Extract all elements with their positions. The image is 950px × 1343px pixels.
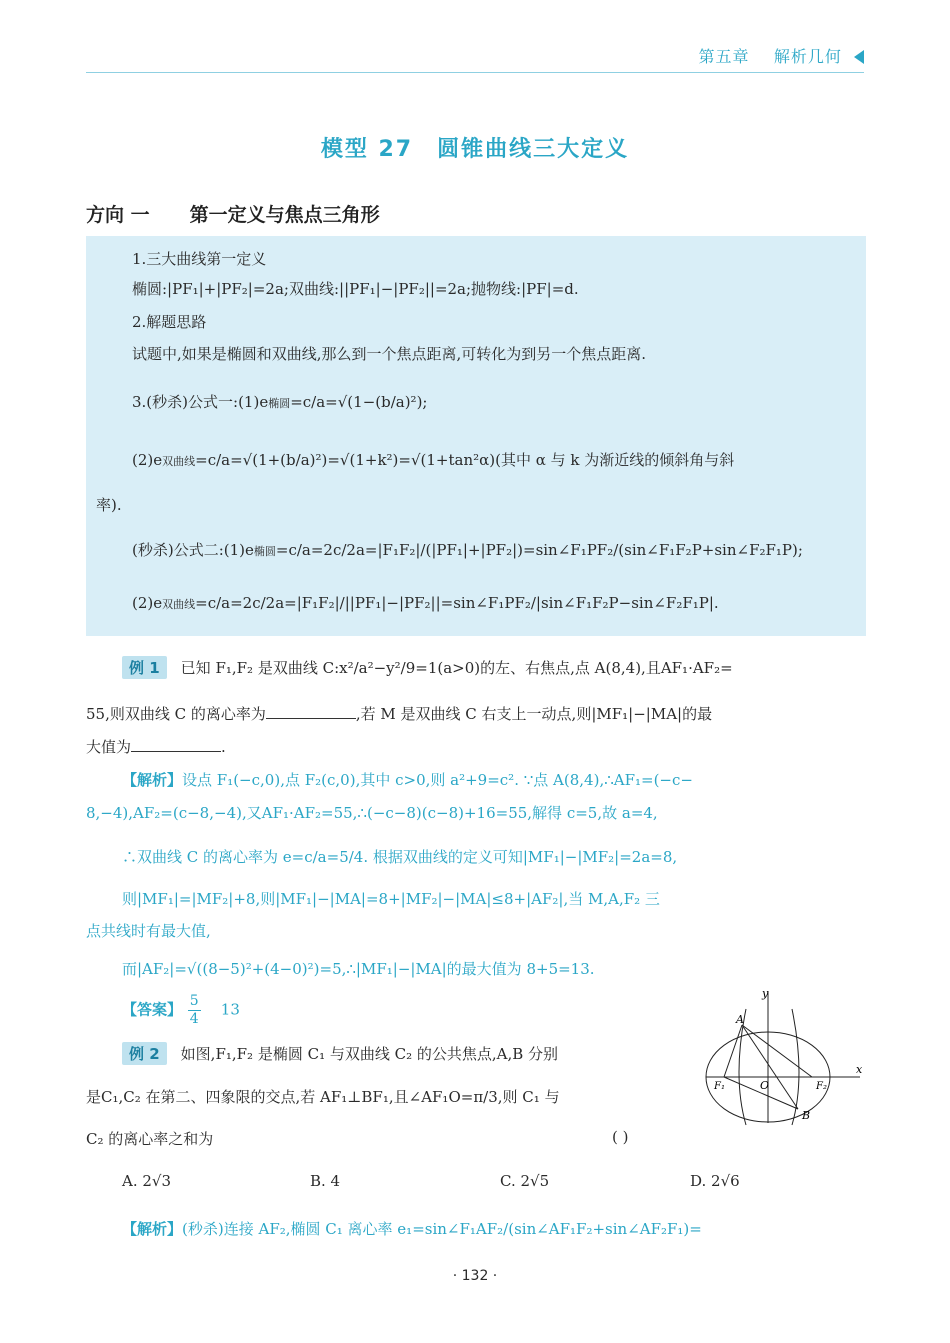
- example1-line-3: 大值为 .: [86, 738, 226, 756]
- solution1-line-3: ∴双曲线 C 的离心率为 e=c/a=5/4. 根据双曲线的定义可知|MF₁|−|MF₂|=2a=8,: [122, 848, 678, 866]
- fig-label-b: B: [802, 1109, 811, 1122]
- header-chapter: 第五章: [698, 47, 750, 66]
- fig-label-o: O: [760, 1079, 770, 1092]
- example1-badge: 例 1: [122, 656, 167, 679]
- answer-label: 【答案】: [122, 1000, 183, 1019]
- answer-blank-1[interactable]: [266, 704, 356, 719]
- fig-label-f1: F₁: [714, 1081, 725, 1092]
- fig-label-y: y: [762, 987, 769, 1000]
- solution-label: 【解析】: [122, 771, 183, 789]
- formula-4: (2)e双曲线=c/a=2c/2a=|F₁F₂|/||PF₁|−|PF₂||=sin∠F₁PF₂/|sin∠F₁F₂P−sin∠F₂F₁P|.: [132, 594, 719, 612]
- formula-1: 3.(秒杀)公式一:(1)e椭圆=c/a=√(1−(b/a)²);: [132, 393, 428, 411]
- example2-badge: 例 2: [122, 1042, 167, 1065]
- answer-blank-2[interactable]: [131, 737, 221, 752]
- example1-line-1: 例 1 已知 F₁,F₂ 是双曲线 C:x²/a²−y²/9=1(a>0)的左、右焦点,点 A(8,4),且AF₁·AF₂=: [122, 656, 733, 679]
- header-section: 解析几何: [773, 47, 842, 66]
- direction-label: 方向 一: [86, 204, 150, 226]
- definition-box: [86, 236, 866, 636]
- answer-paren: ( ): [612, 1128, 629, 1146]
- solution1-line-1: 【解析】设点 F₁(−c,0),点 F₂(c,0),其中 c>0,则 a²+9=c². ∵点 A(8,4),∴AF₁=(−c−: [122, 771, 693, 789]
- direction-name: 第一定义与焦点三角形: [189, 204, 380, 226]
- solution2-label: 【解析】: [122, 1220, 183, 1238]
- ellipse-hyperbola-figure: [702, 985, 866, 1127]
- model-name: 圆锥曲线三大定义: [437, 137, 630, 162]
- choice-c[interactable]: C. 2√5: [500, 1172, 550, 1190]
- example2-line-2: 是C₁,C₂ 在第二、四象限的交点,若 AF₁⊥BF₁,且∠AF₁O=π/3,则 C₁ 与: [86, 1088, 560, 1106]
- page-title: [0, 132, 950, 163]
- answer-value: 13: [220, 1000, 240, 1019]
- solution1-line-2: 8,−4),AF₂=(c−8,−4),又AF₁·AF₂=55,∴(−c−8)(c−8)+16=55,解得 c=5,故 a=4,: [86, 804, 658, 822]
- answer-fraction: $\frac{5}{4}$: [189, 993, 199, 1027]
- choice-b[interactable]: B. 4: [310, 1172, 341, 1190]
- page-number: · 132 ·: [452, 1268, 498, 1284]
- model-number: 模型 27: [320, 137, 414, 162]
- solution2-line-1: 【解析】(秒杀)连接 AF₂,椭圆 C₁ 离心率 e₁=sin∠F₁AF₂/(sin∠AF₁F₂+sin∠AF₂F₁)=: [122, 1220, 702, 1238]
- fig-label-f2: F₂: [816, 1081, 827, 1092]
- box-line-3: 2.解题思路: [132, 313, 207, 331]
- box-line-4: 试题中,如果是椭圆和双曲线,那么到一个焦点距离,可转化为到另一个焦点距离.: [132, 345, 647, 363]
- fig-label-x: x: [856, 1063, 863, 1076]
- header-divider: [86, 72, 864, 73]
- formula-2: (2)e双曲线=c/a=√(1+(b/a)²)=√(1+k²)=√(1+tan²α)(其中 α 与 k 为渐近线的倾斜角与斜: [132, 451, 735, 469]
- example2-line-3: C₂ 的离心率之和为: [86, 1130, 214, 1148]
- choice-d[interactable]: D. 2√6: [690, 1172, 740, 1190]
- solution1-line-4: 则|MF₁|=|MF₂|+8,则|MF₁|−|MA|=8+|MF₂|−|MA|≤8+|AF₂|,当 M,A,F₂ 三: [122, 890, 660, 908]
- formula-2-tail: 率).: [96, 496, 122, 514]
- example1-line-2: 55,则双曲线 C 的离心率为 ,若 M 是双曲线 C 右支上一动点,则|MF₁|−|MA|的最: [86, 705, 713, 723]
- running-header: [699, 44, 864, 67]
- example2-line-1: 例 2 如图,F₁,F₂ 是椭圆 C₁ 与双曲线 C₂ 的公共焦点,A,B 分别: [122, 1042, 558, 1065]
- solution1-line-5: 点共线时有最大值,: [86, 922, 211, 940]
- solution1-line-6: 而|AF₂|=√((8−5)²+(4−0)²)=5,∴|MF₁|−|MA|的最大值为 8+5=13.: [122, 960, 595, 978]
- box-line-1: 1.三大曲线第一定义: [132, 250, 267, 268]
- box-line-2: 椭圆:|PF₁|+|PF₂|=2a;双曲线:||PF₁|−|PF₂||=2a;抛物线:|PF|=d.: [132, 280, 579, 298]
- choice-a[interactable]: A. 2√3: [122, 1172, 172, 1190]
- fig-label-a: A: [736, 1013, 744, 1026]
- section-heading: [86, 200, 380, 227]
- triangle-left-icon: [854, 50, 864, 64]
- formula-3: (秒杀)公式二:(1)e椭圆=c/a=2c/2a=|F₁F₂|/(|PF₁|+|PF₂|)=sin∠F₁PF₂/(sin∠F₁F₂P+sin∠F₂F₁P);: [132, 541, 803, 559]
- answer1-line: [122, 993, 240, 1028]
